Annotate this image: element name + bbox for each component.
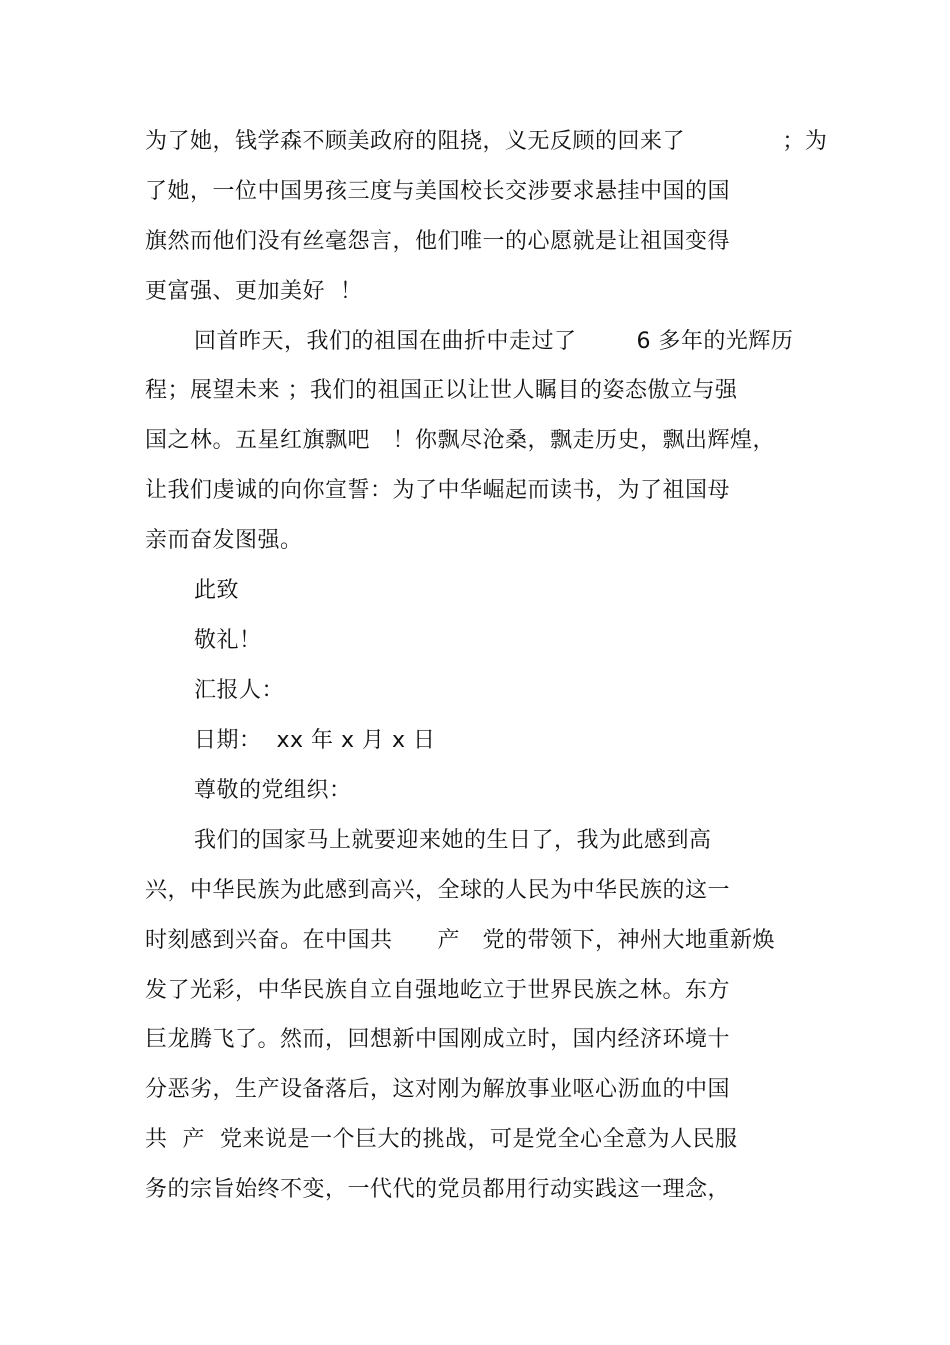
closing-respect: 敬礼！ [194,628,262,653]
text-line: 更富强、更加美好 ！ [145,279,363,304]
text-line: 让我们虔诚的向你宣誓：为了中华崛起而读书，为了祖国母 [145,478,731,503]
greeting-line: 尊敬的党组织： [194,778,352,803]
text-line: 兴，中华民族为此感到高兴，全球的人民为中华民族的这一 [145,878,731,903]
text-line: 我们的国家马上就要迎来她的生日了，我为此感到高 [194,828,712,853]
text-line: 务的宗旨始终不变，一代代的党员都用行动实践这一理念， [145,1177,731,1202]
text-line: 共 产 党来说是一个巨大的挑战，可是党全心全意为人民服 [145,1127,738,1152]
closing-salutation: 此致 [194,578,240,603]
text-line: 程；展望未来 ；我们的祖国正以让世人瞩目的姿态傲立与强 [145,378,738,403]
text-line: 亲而奋发图强。 [145,528,303,553]
text-line: 时刻感到兴奋。在中国共 产 党的带领下，神州大地重新焕 [145,928,775,953]
text-line: 旗然而他们没有丝毫怨言，他们唯一的心愿就是让祖国变得 [145,229,731,254]
text-line: 巨龙腾飞了。然而，回想新中国刚成立时，国内经济环境十 [145,1027,731,1052]
text-line: 为了她，钱学森不顾美政府的阻挠，义无反顾的回来了 ；为 [145,129,828,154]
text-line: 分恶劣，生产设备落后，这对刚为解放事业呕心沥血的中国 [145,1077,731,1102]
date-line: 日期： xx 年 x 月 x 日 [194,728,436,753]
text-line: 国之林。五星红旗飘吧 ！你飘尽沧桑，飘走历史，飘出辉煌， [145,428,775,453]
text-line: 回首昨天，我们的祖国在曲折中走过了 6 多年的光辉历 [194,329,794,354]
text-line: 了她，一位中国男孩三度与美国校长交涉要求悬挂中国的国 [145,179,731,204]
reporter-label: 汇报人： [194,678,285,703]
text-line: 发了光彩，中华民族自立自强地屹立于世界民族之林。东方 [145,978,731,1003]
